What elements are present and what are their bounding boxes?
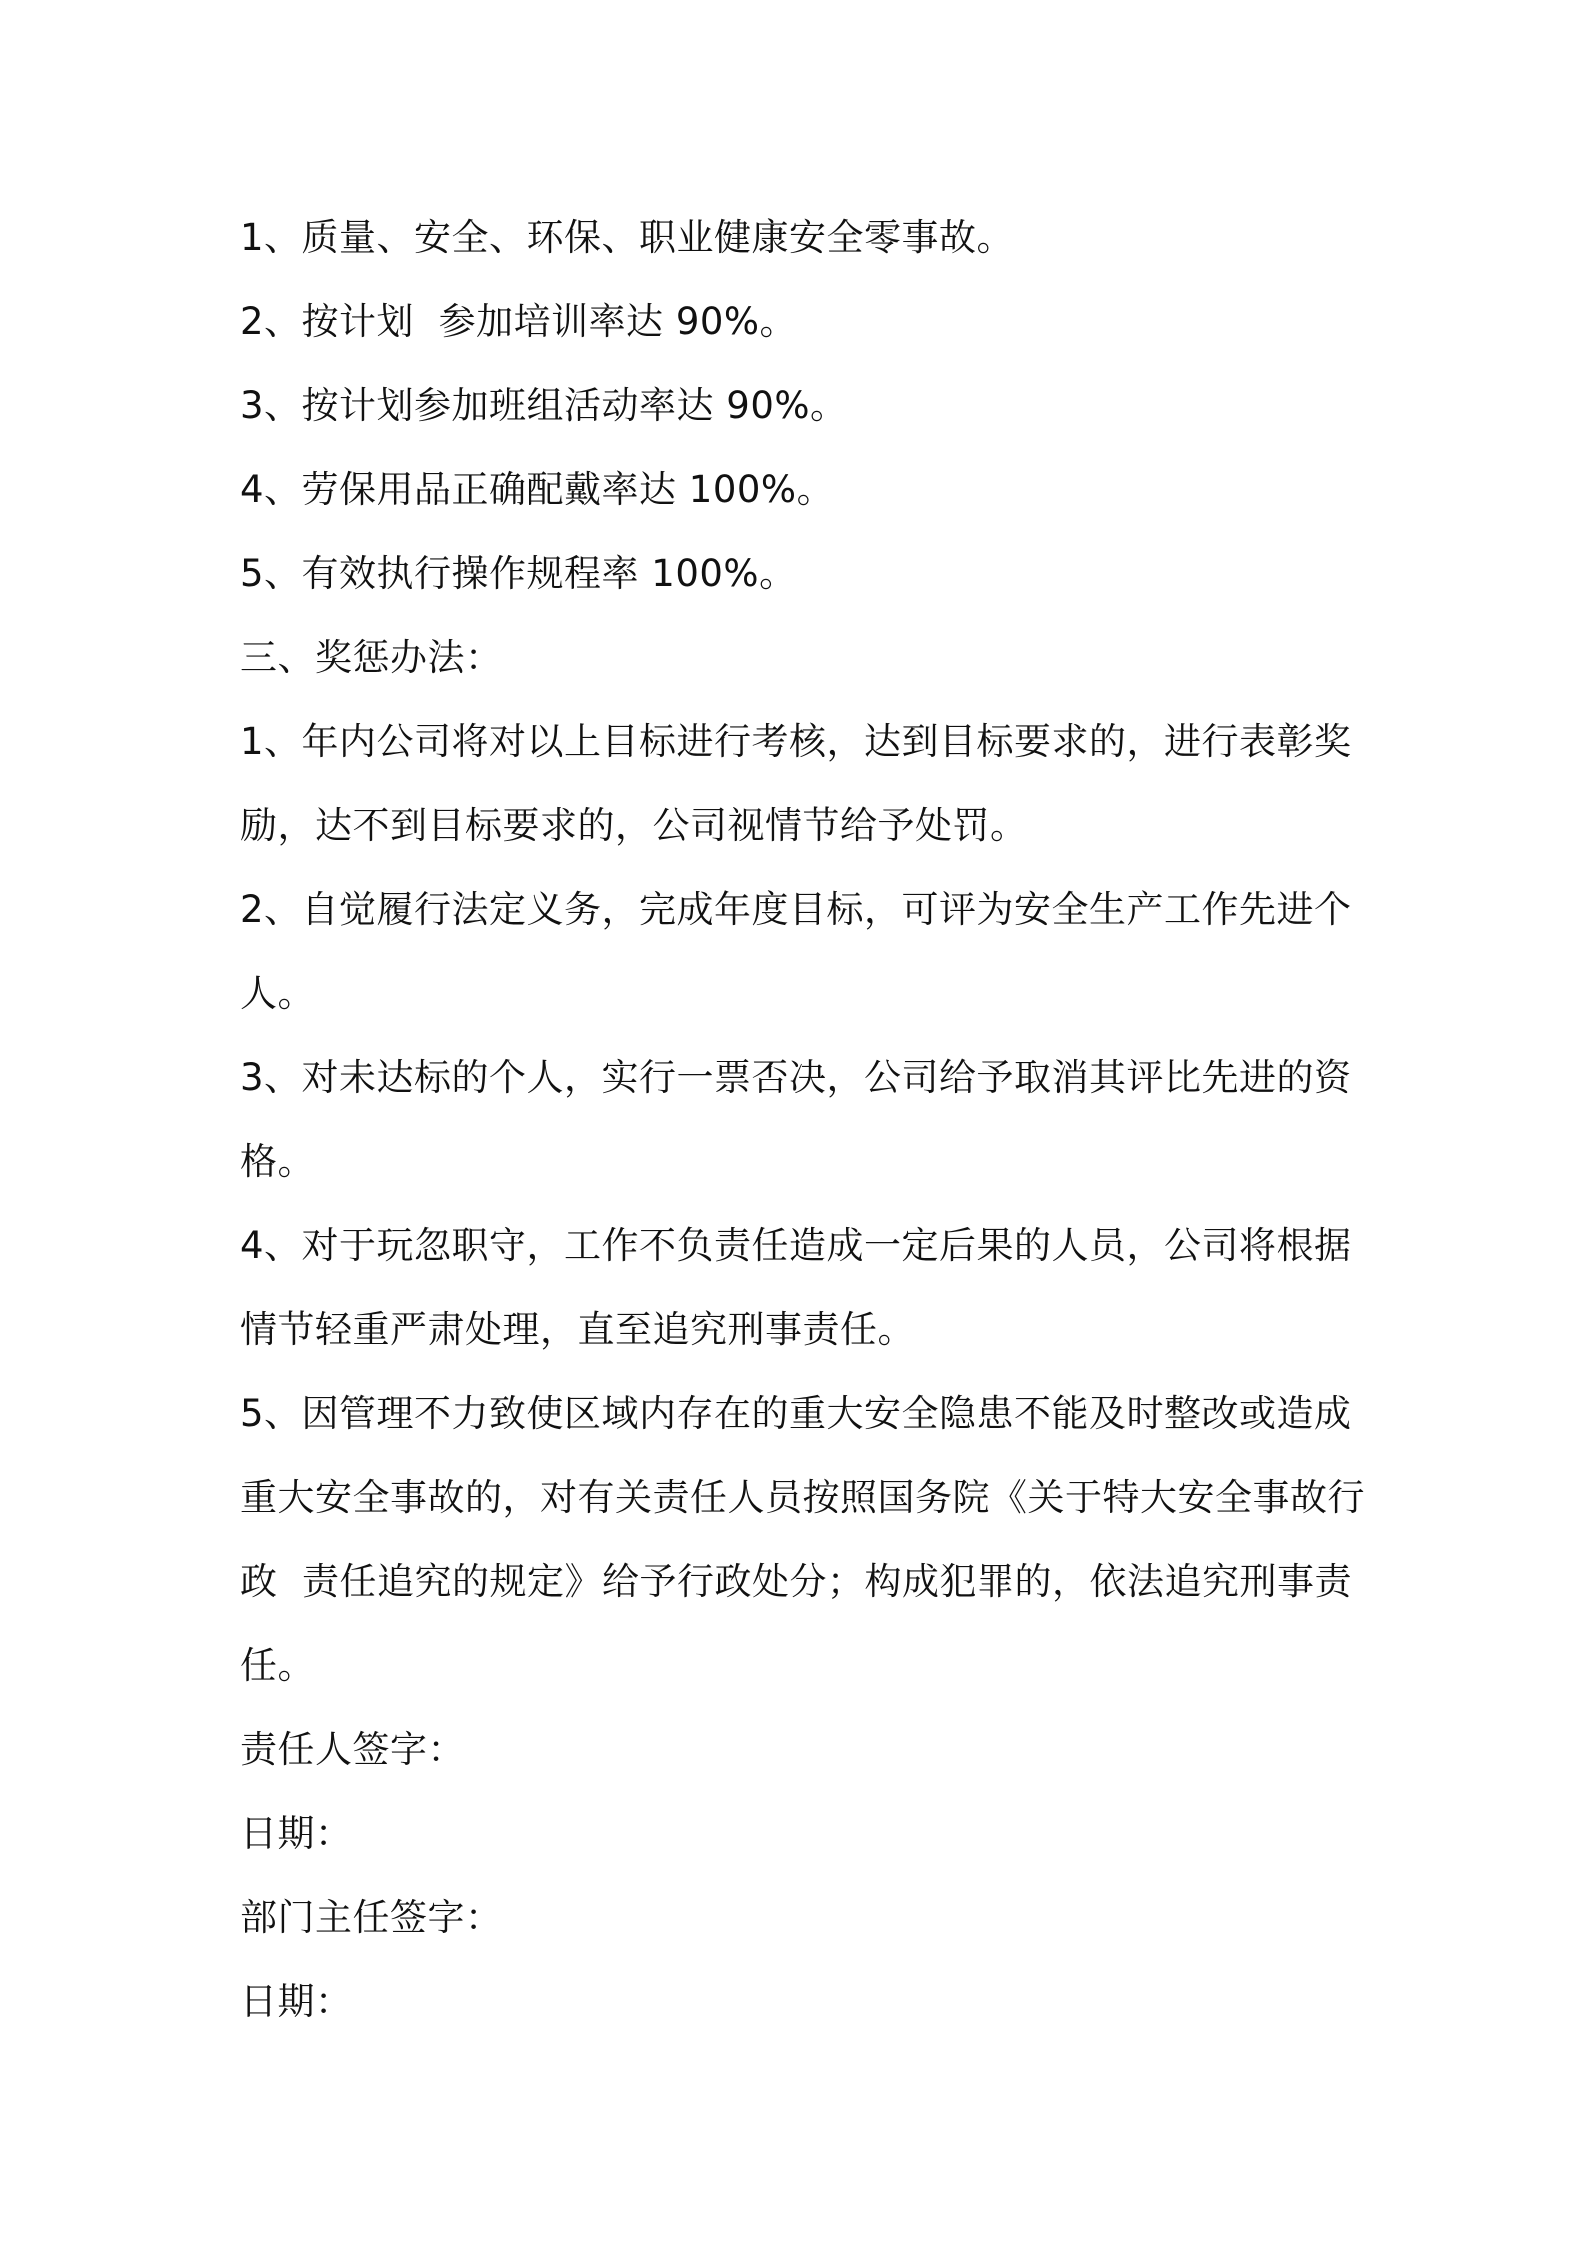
rule-2-line-2: 人。 <box>240 972 315 1015</box>
rule-1-line-1: 1、年内公司将对以上目标进行考核，达到目标要求的，进行表彰奖 <box>240 720 1352 763</box>
signature-responsible-person: 责任人签字： <box>240 1728 465 1771</box>
rule-4-line-2: 情节轻重严肃处理，直至追究刑事责任。 <box>240 1308 915 1351</box>
rule-3-line-2: 格。 <box>240 1140 315 1183</box>
date-responsible-person: 日期： <box>240 1812 353 1855</box>
signature-department-head: 部门主任签字： <box>240 1896 503 1939</box>
rule-3-line-1: 3、对未达标的个人，实行一票否决，公司给予取消其评比先进的资 <box>240 1056 1352 1099</box>
rule-5-line-2: 重大安全事故的，对有关责任人员按照国务院《关于特大安全事故行 <box>240 1476 1365 1519</box>
rule-2-line-1: 2、自觉履行法定义务，完成年度目标，可评为安全生产工作先进个 <box>240 888 1352 931</box>
goal-4-text: 4、劳保用品正确配戴率达 100%。 <box>240 468 835 511</box>
rule-1-line-2: 励，达不到目标要求的，公司视情节给予处罚。 <box>240 804 1028 847</box>
goal-5-text: 5、有效执行操作规程率 100%。 <box>240 552 797 595</box>
rule-4-line-1: 4、对于玩忽职守，工作不负责任造成一定后果的人员，公司将根据 <box>240 1224 1352 1267</box>
document-body <box>240 196 1365 2044</box>
rule-5-line-3: 政 责任追究的规定》给予行政处分；构成犯罪的，依法追究刑事责 <box>240 1560 1353 1603</box>
goal-3-text: 3、按计划参加班组活动率达 90%。 <box>240 384 848 427</box>
date-department-head: 日期： <box>240 1980 353 2023</box>
section-heading-rewards: 三、奖惩办法： <box>240 636 503 679</box>
rule-5-line-4: 任。 <box>240 1644 315 1687</box>
goal-2-text: 2、按计划 参加培训率达 90%。 <box>240 300 798 343</box>
rule-5-line-1: 5、因管理不力致使区域内存在的重大安全隐患不能及时整改或造成 <box>240 1392 1352 1435</box>
goal-1-text: 1、质量、安全、环保、职业健康安全零事故。 <box>240 216 1015 259</box>
